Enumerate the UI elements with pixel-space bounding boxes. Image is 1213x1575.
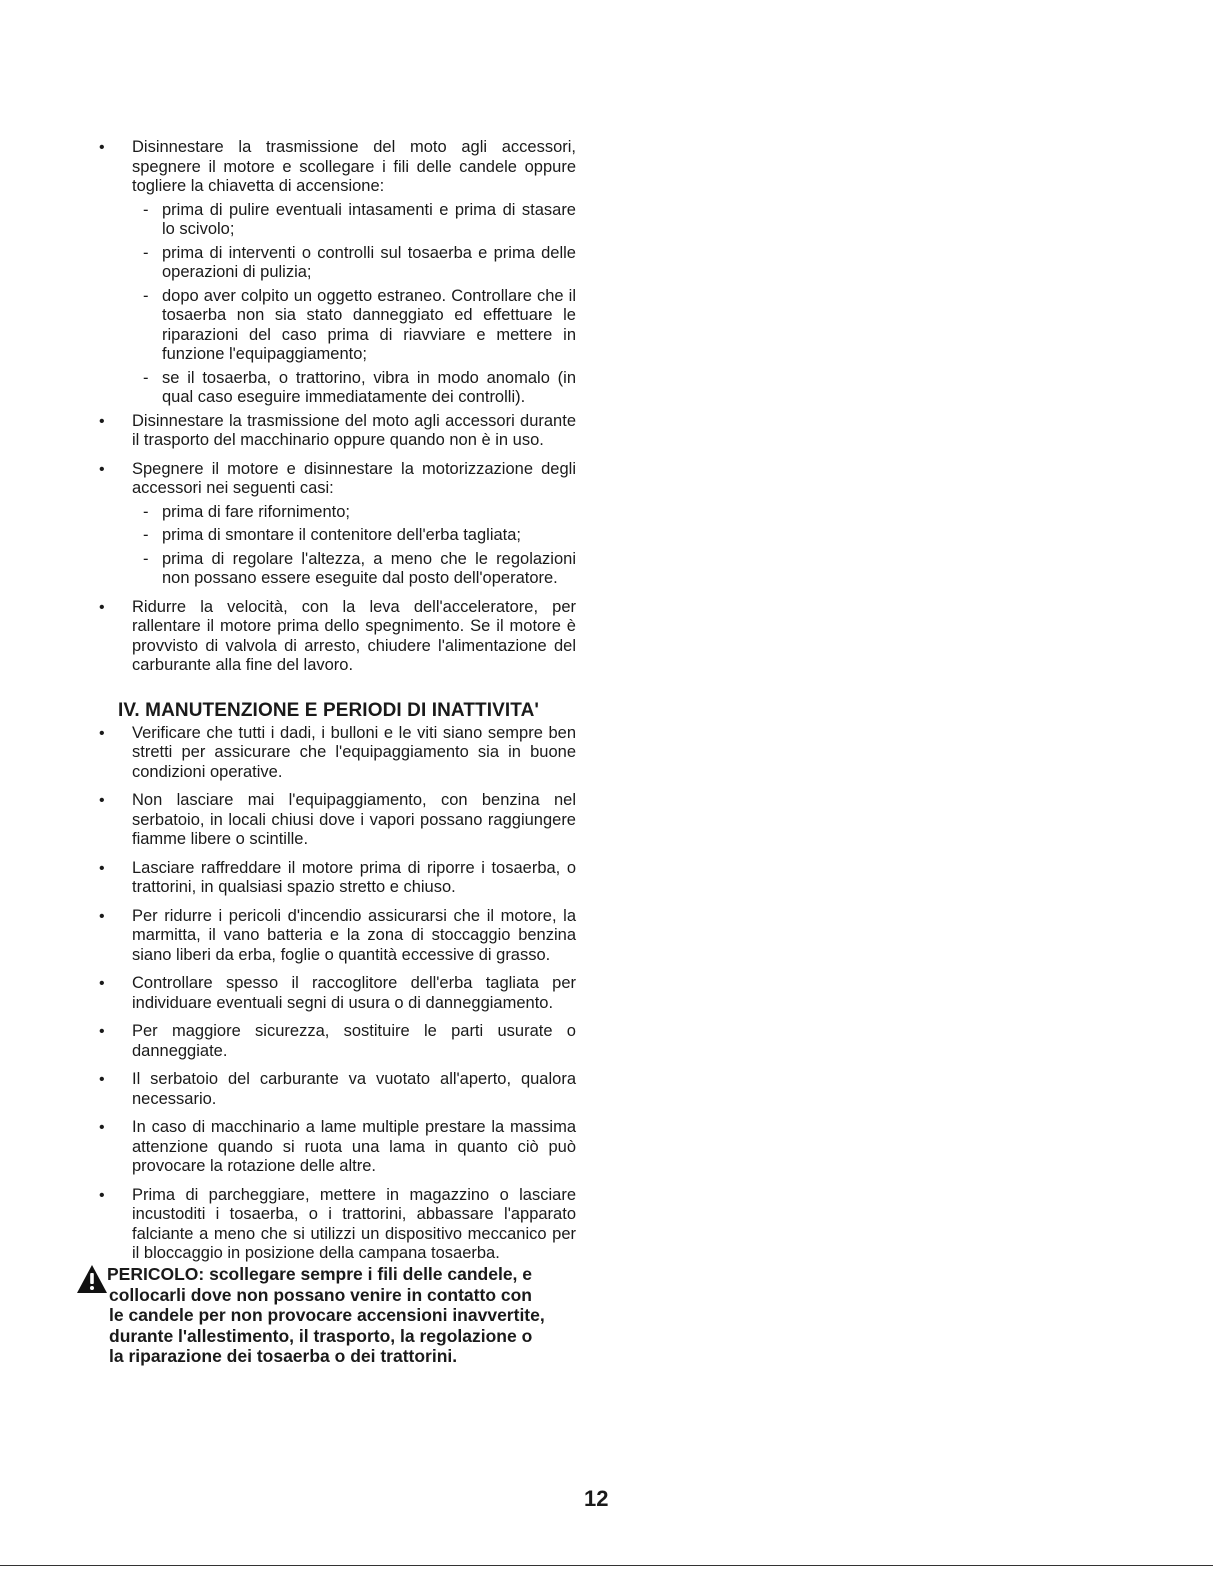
paragraph: Controllare spesso il raccoglitore dell'erba tagliata per individuare eventuali segni di usura o di danneggiamento.	[132, 974, 576, 1012]
paragraph: prima di regolare l'altezza, a meno che le regolazioni non possano essere eseguite dal posto dell'operatore.	[162, 549, 576, 587]
sub-list-item: - prima di pulire eventuali intasamenti e prima di stasare lo scivolo;	[143, 200, 576, 238]
danger-warning	[76, 1264, 556, 1367]
paragraph: prima di pulire eventuali intasamenti e prima di stasare lo scivolo;	[162, 200, 576, 238]
list-item	[98, 1070, 576, 1109]
paragraph: Disinnestare la trasmissione del moto agli accessori durante il trasporto del macchinario oppure quando non è in uso.	[132, 411, 576, 449]
paragraph: Per ridurre i pericoli d'incendio assicurarsi che il motore, la marmitta, il vano batteria e la zona di stoccaggio benzina siano liberi da erba, foglie o quantità eccessive di grasso.	[132, 906, 576, 964]
bullet-icon: •	[99, 1023, 105, 1040]
list-item	[98, 974, 576, 1013]
list-item	[98, 791, 576, 850]
bullet-icon: •	[99, 1119, 105, 1136]
paragraph: Disinnestare la trasmissione del moto agli accessori, spegnere il motore e scollegare i fili delle candele oppure togliere la chiavetta di accensione:	[132, 138, 576, 195]
paragraph: Non lasciare mai l'equipaggiamento, con benzina nel serbatoio, in locali chiusi dove i vapori possano raggiungere fiamme libere o scintille.	[132, 791, 576, 848]
page-number: 12	[584, 1486, 609, 1511]
paragraph: Il serbatoio del carburante va vuotato all'aperto, qualora necessario.	[132, 1070, 576, 1108]
bullet-icon: •	[99, 975, 105, 992]
list-item	[98, 598, 576, 676]
paragraph: In caso di macchinario a lame multiple prestare la massima attenzione quando si ruota una lama in quanto ciò può provocare la rotazione delle altre.	[132, 1118, 576, 1175]
bullet-icon: •	[99, 412, 105, 430]
list-item	[98, 1022, 576, 1061]
danger-text-line: durante l'allestimento, il trasporto, la regolazione o	[109, 1325, 533, 1346]
sub-list-item: - dopo aver colpito un oggetto estraneo. Controllare che il tosaerba non sia stato danneggiato ed effettuare le riparazioni del caso prima di riavviare e mettere in funzione l'equipaggiamento;	[143, 286, 576, 363]
bullet-icon: •	[99, 907, 105, 925]
paragraph: Verificare che tutti i dadi, i bulloni e le viti siano sempre ben stretti per assicurare che l'equipaggiamento sia in buone condizioni operative.	[132, 723, 576, 781]
danger-text-line: la riparazione dei tosaerba o dei trattorini.	[109, 1346, 458, 1366]
danger-text-line: PERICOLO: scollegare sempre i fili delle candele, e	[107, 1264, 533, 1284]
page-bottom-rule	[0, 1565, 1213, 1566]
paragraph: dopo aver colpito un oggetto estraneo. Controllare che il tosaerba non sia stato danneggiato ed effettuare le riparazioni del caso prima di riavviare e mettere in funzione l'equipaggiamento;	[162, 286, 576, 363]
list-item	[98, 859, 576, 898]
paragraph: Prima di parcheggiare, mettere in magazzino o lasciare incustoditi i tosaerba, o i trattorini, abbassare l'apparato falciante a meno che si utilizzi un dispositivo meccanico per il bloccaggio in posizione della campana tosaerba.	[132, 1185, 576, 1262]
sub-list-item: - prima di smontare il contenitore dell'erba tagliata;	[98, 526, 576, 546]
list-item	[98, 724, 576, 783]
list-item	[98, 138, 576, 197]
paragraph: se il tosaerba, o trattorino, vibra in modo anomalo (in qual caso eseguire immediatamente dei controlli).	[162, 368, 576, 406]
list-item	[98, 460, 576, 499]
danger-text-line: collocarli dove non possano venire in contatto con	[109, 1284, 532, 1305]
paragraph: prima di interventi o controlli sul tosaerba e prima delle operazioni di pulizia;	[162, 243, 576, 281]
sub-list-item: - prima di regolare l'altezza, a meno che le regolazioni non possano essere eseguite dal posto dell'operatore.	[143, 549, 576, 587]
list-item	[98, 907, 576, 966]
section-heading: IV. MANUTENZIONE E PERIODI DI INATTIVITA'	[118, 699, 540, 721]
bullet-icon: •	[99, 859, 105, 877]
danger-text-line: le candele per non provocare accensioni inavvertite,	[109, 1305, 545, 1325]
text-column	[98, 138, 576, 1264]
sub-list-item: - se il tosaerba, o trattorino, vibra in modo anomalo (in qual caso eseguire immediatamente dei controlli).	[143, 368, 576, 406]
bullet-icon: •	[99, 460, 105, 478]
sub-list-item: - prima di fare rifornimento;	[98, 503, 576, 523]
bullet-icon: •	[99, 1186, 105, 1204]
bullet-icon: •	[99, 598, 105, 616]
sub-list-item: - prima di interventi o controlli sul tosaerba e prima delle operazioni di pulizia;	[143, 243, 576, 281]
paragraph: Ridurre la velocità, con la leva dell'acceleratore, per rallentare il motore prima dello spegnimento. Se il motore è provvisto di valvola di arresto, chiudere l'alimentazione del carburante alla fine del lavoro.	[132, 597, 576, 674]
paragraph: prima di fare rifornimento;	[162, 502, 350, 521]
list-item	[98, 1186, 576, 1264]
bullet-icon: •	[99, 792, 105, 809]
paragraph: Lasciare raffreddare il motore prima di riporre i tosaerba, o trattorini, in qualsiasi spazio stretto e chiuso.	[132, 858, 576, 896]
list-item	[98, 412, 576, 451]
warning-triangle-icon	[76, 1264, 108, 1294]
list-item	[98, 1118, 576, 1177]
paragraph: prima di smontare il contenitore dell'erba tagliata;	[162, 526, 522, 544]
bullet-icon: •	[99, 1071, 105, 1088]
paragraph: Spegnere il motore e disinnestare la motorizzazione degli accessori nei seguenti casi:	[132, 459, 576, 497]
paragraph: Per maggiore sicurezza, sostituire le parti usurate o danneggiate.	[132, 1022, 576, 1060]
bullet-icon: •	[99, 139, 105, 156]
bullet-icon: •	[99, 724, 105, 742]
